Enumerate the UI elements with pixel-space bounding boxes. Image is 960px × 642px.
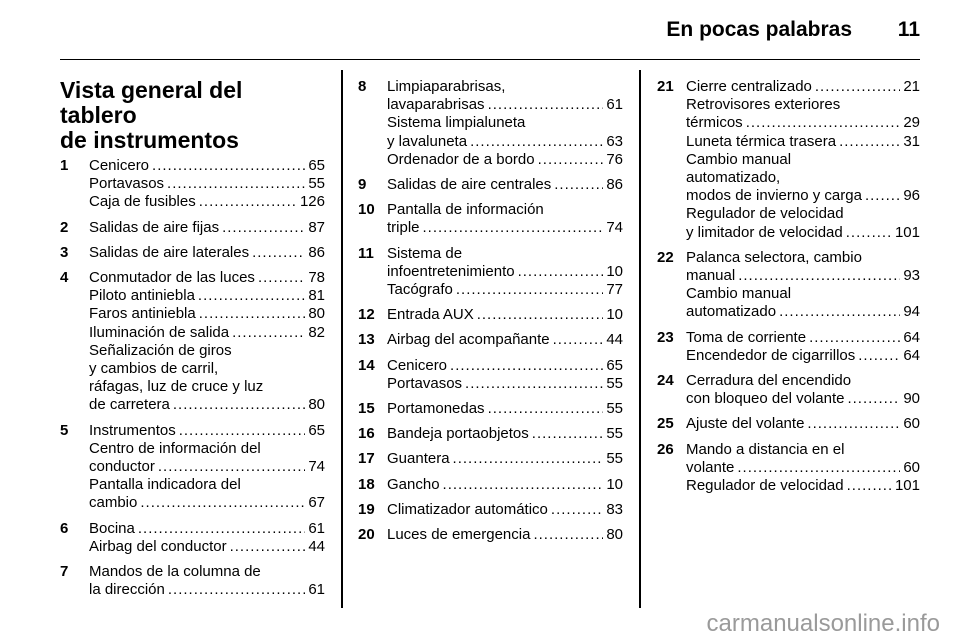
entry-text: de carretera xyxy=(89,396,170,414)
entry-text: Faros antiniebla xyxy=(89,305,196,323)
entry-text: Airbag del conductor xyxy=(89,537,227,555)
entry-line xyxy=(686,390,920,408)
entry-line xyxy=(89,440,325,458)
entry-line xyxy=(387,357,623,375)
entry-number: 11 xyxy=(358,244,374,262)
page-reference: 55 xyxy=(606,374,623,392)
entry-text: modos de invierno y carga xyxy=(686,187,862,205)
index-entry xyxy=(358,78,623,169)
entry-text: Sistema limpialuneta xyxy=(387,114,526,132)
entry-text: Regulador de velocidad xyxy=(686,477,844,495)
entry-text: Iluminación de salida xyxy=(89,323,230,341)
index-entry xyxy=(358,306,623,324)
page-reference: 101 xyxy=(894,477,920,495)
entry-line xyxy=(387,501,623,519)
dot-leader xyxy=(168,581,305,599)
page-reference: 76 xyxy=(606,150,623,168)
entry-number: 18 xyxy=(358,475,375,493)
index-entry xyxy=(358,331,623,349)
entry-text: Entrada AUX xyxy=(387,306,474,324)
entry-line xyxy=(387,425,623,443)
entry-line xyxy=(387,331,623,349)
page-reference: 55 xyxy=(606,450,623,468)
dot-leader xyxy=(737,459,900,477)
entry-text: con bloqueo del volante xyxy=(686,390,845,408)
entry-line xyxy=(89,324,325,342)
entry-number: 4 xyxy=(60,269,69,287)
entry-text: Portavasos xyxy=(387,374,463,392)
entry-number: 8 xyxy=(358,78,367,95)
dot-leader xyxy=(477,306,604,324)
page-reference: 90 xyxy=(903,390,920,408)
entry-text: Mando a distancia en el xyxy=(686,440,845,458)
index-entry xyxy=(358,400,623,418)
entry-text: la dirección xyxy=(89,581,165,599)
dot-leader xyxy=(488,400,604,418)
page-reference: 82 xyxy=(308,323,325,341)
entry-text: Airbag del acompañante xyxy=(387,331,550,349)
entry-text: infoentretenimiento xyxy=(387,262,515,280)
entry-line xyxy=(89,476,325,494)
page-reference: 77 xyxy=(606,281,623,299)
page-reference: 10 xyxy=(606,475,623,493)
entry-text: Pantalla de información xyxy=(387,201,544,219)
entry-line xyxy=(686,133,920,151)
page-reference: 80 xyxy=(308,396,325,414)
entry-line xyxy=(89,538,325,556)
dot-leader xyxy=(158,458,305,476)
page-reference: 29 xyxy=(903,114,920,132)
entry-line xyxy=(686,249,920,267)
entry-text: y lavaluneta xyxy=(387,132,468,150)
dot-leader xyxy=(746,114,901,132)
index-entry xyxy=(358,245,623,300)
entry-line xyxy=(387,96,623,114)
entry-line xyxy=(89,581,325,599)
page-reference: 74 xyxy=(606,219,623,237)
entry-text: triple xyxy=(387,219,420,237)
entry-text: Luneta térmica trasera xyxy=(686,132,837,150)
entry-line xyxy=(387,245,623,263)
dot-leader xyxy=(554,176,603,194)
entry-text: Limpiaparabrisas, xyxy=(387,78,506,95)
entry-text: y limitador de velocidad xyxy=(686,223,843,241)
page-reference: 126 xyxy=(299,193,325,211)
entry-text: Mandos de la columna de xyxy=(89,563,261,581)
index-entry xyxy=(358,450,623,468)
dot-leader xyxy=(865,187,900,205)
page-reference: 86 xyxy=(308,243,325,261)
entry-line xyxy=(89,422,325,440)
entry-line xyxy=(89,360,325,378)
entry-number: 21 xyxy=(657,78,674,95)
entry-line xyxy=(387,114,623,132)
entry-line xyxy=(387,151,623,169)
dot-leader xyxy=(199,305,306,323)
entry-text: automatizado, xyxy=(686,169,781,187)
page-reference: 64 xyxy=(903,346,920,364)
page-reference: 96 xyxy=(903,187,920,205)
entry-line xyxy=(89,157,325,175)
entry-line xyxy=(387,263,623,281)
page-reference: 55 xyxy=(606,400,623,418)
page-reference: 93 xyxy=(903,267,920,285)
entry-text: Pantalla indicadora del xyxy=(89,476,241,494)
index-entry xyxy=(657,249,920,322)
entry-line xyxy=(686,267,920,285)
entry-text: Ordenador de a bordo xyxy=(387,150,535,168)
page-reference: 81 xyxy=(308,287,325,305)
entry-text: Cenicero xyxy=(387,356,448,374)
dot-leader xyxy=(443,476,604,494)
entry-text: Conmutador de las luces xyxy=(89,269,255,287)
dot-leader xyxy=(199,193,297,211)
entry-line xyxy=(89,378,325,396)
entry-line xyxy=(686,329,920,347)
index-entry xyxy=(358,476,623,494)
entry-line xyxy=(387,450,623,468)
index-entry xyxy=(358,176,623,194)
page-reference: 44 xyxy=(606,331,623,349)
entry-line xyxy=(387,201,623,219)
entry-line xyxy=(89,494,325,512)
dot-leader xyxy=(453,450,604,468)
index-entry xyxy=(60,269,325,415)
page-reference: 21 xyxy=(903,78,920,95)
entry-number: 13 xyxy=(358,331,375,349)
index-entry xyxy=(60,520,325,556)
entry-number: 12 xyxy=(358,306,375,324)
index-entry xyxy=(657,441,920,496)
dot-leader xyxy=(807,415,900,433)
dot-leader xyxy=(846,224,892,242)
dot-leader xyxy=(179,422,306,440)
entry-text: Cierre centralizado xyxy=(686,78,812,95)
entry-line xyxy=(686,205,920,223)
page-reference: 80 xyxy=(606,526,623,544)
dot-leader xyxy=(738,267,900,285)
entry-text: Bandeja portaobjetos xyxy=(387,425,529,443)
page-reference: 78 xyxy=(308,269,325,287)
entry-number: 10 xyxy=(358,201,375,219)
page-number: 11 xyxy=(897,18,920,41)
entry-number: 19 xyxy=(358,500,375,518)
entry-text: Guantera xyxy=(387,450,450,468)
page-reference: 10 xyxy=(606,306,623,324)
index-entry xyxy=(60,563,325,599)
entry-text: volante xyxy=(686,458,735,476)
dot-leader xyxy=(815,78,900,96)
entry-text: Salidas de aire fijas xyxy=(89,218,220,236)
entry-text: Ajuste del volante xyxy=(686,415,805,433)
entry-line xyxy=(387,375,623,393)
entry-text: manual xyxy=(686,267,736,285)
entry-number: 24 xyxy=(657,372,674,390)
dot-leader xyxy=(847,477,892,495)
page-reference: 83 xyxy=(606,500,623,518)
index-entry xyxy=(60,244,325,262)
entry-line xyxy=(89,175,325,193)
dot-leader xyxy=(140,494,305,512)
page-reference: 55 xyxy=(308,175,325,193)
dot-leader xyxy=(532,425,604,443)
entry-line xyxy=(686,224,920,242)
entry-line xyxy=(686,96,920,114)
entry-text: Cambio manual xyxy=(686,150,792,168)
entry-text: Palanca selectora, cambio xyxy=(686,248,862,266)
page-reference: 61 xyxy=(308,581,325,599)
entry-text: Cerradura del encendido xyxy=(686,372,852,390)
entry-line xyxy=(387,476,623,494)
entry-line xyxy=(89,193,325,211)
entry-line xyxy=(387,133,623,151)
index-entry xyxy=(358,201,623,237)
dot-leader xyxy=(198,287,305,305)
page-reference: 86 xyxy=(606,176,623,194)
page-reference: 63 xyxy=(606,132,623,150)
entry-line xyxy=(686,347,920,365)
entry-number: 17 xyxy=(358,450,375,468)
entry-text: conductor xyxy=(89,458,155,476)
entry-number: 22 xyxy=(657,248,674,266)
entry-list xyxy=(60,157,325,599)
entry-line xyxy=(686,441,920,459)
column-1 xyxy=(60,78,325,606)
entry-line xyxy=(686,114,920,132)
index-entry xyxy=(657,415,920,433)
entry-number: 7 xyxy=(60,563,69,581)
index-entry xyxy=(358,501,623,519)
entry-text: automatizado xyxy=(686,303,777,321)
entry-line xyxy=(387,306,623,324)
entry-text: Instrumentos xyxy=(89,421,176,439)
entry-text: y cambios de carril, xyxy=(89,360,219,378)
dot-leader xyxy=(152,157,305,175)
index-entry xyxy=(657,78,920,242)
entry-line xyxy=(89,305,325,323)
entry-line xyxy=(387,219,623,237)
entry-text: lavaparabrisas xyxy=(387,96,485,114)
entry-line xyxy=(89,396,325,414)
dot-leader xyxy=(167,175,305,193)
column-divider xyxy=(341,70,343,608)
entry-line xyxy=(89,287,325,305)
column-divider xyxy=(639,70,641,608)
entry-text: Portamonedas xyxy=(387,400,485,418)
section-title-line: de instrumentos xyxy=(60,127,239,153)
entry-text: Gancho xyxy=(387,475,440,493)
entry-number: 25 xyxy=(657,415,674,433)
page-reference: 67 xyxy=(308,494,325,512)
page-reference: 10 xyxy=(606,262,623,280)
dot-leader xyxy=(809,329,900,347)
entry-list xyxy=(657,78,920,495)
dot-leader xyxy=(252,244,305,262)
entry-line xyxy=(686,169,920,187)
column-3 xyxy=(657,78,920,502)
entry-line xyxy=(686,78,920,96)
entry-text: Encendedor de cigarrillos xyxy=(686,346,856,364)
header-title: En pocas palabras xyxy=(666,18,852,41)
page-reference: 87 xyxy=(308,218,325,236)
entry-number: 26 xyxy=(657,440,674,458)
dot-leader xyxy=(551,501,603,519)
entry-text: térmicos xyxy=(686,114,743,132)
dot-leader xyxy=(488,96,604,114)
entry-line xyxy=(686,459,920,477)
page-reference: 74 xyxy=(308,458,325,476)
entry-line xyxy=(387,400,623,418)
entry-text: ráfagas, luz de cruce y luz xyxy=(89,378,264,396)
entry-line xyxy=(89,219,325,237)
page-reference: 65 xyxy=(308,157,325,174)
index-entry xyxy=(358,526,623,544)
entry-line xyxy=(686,477,920,495)
watermark: carmanualsonline.info xyxy=(706,610,940,637)
entry-line xyxy=(387,78,623,96)
page-reference: 61 xyxy=(606,96,623,114)
entry-number: 6 xyxy=(60,519,69,537)
entry-text: Climatizador automático xyxy=(387,500,548,518)
entry-text: Piloto antiniebla xyxy=(89,287,195,305)
entry-line xyxy=(686,415,920,433)
entry-text: Bocina xyxy=(89,519,135,537)
entry-text: Retrovisores exteriores xyxy=(686,96,841,114)
entry-line xyxy=(387,176,623,194)
dot-leader xyxy=(779,303,900,321)
dot-leader xyxy=(258,269,305,287)
entry-line xyxy=(686,285,920,303)
entry-number: 3 xyxy=(60,243,69,261)
column-2 xyxy=(358,78,623,551)
entry-text: Toma de corriente xyxy=(686,328,807,346)
entry-text: Salidas de aire laterales xyxy=(89,243,250,261)
page-reference: 65 xyxy=(308,421,325,439)
dot-leader xyxy=(553,331,604,349)
entry-text: Tacógrafo xyxy=(387,281,453,299)
entry-text: Centro de información del xyxy=(89,439,261,457)
entry-line xyxy=(89,269,325,287)
entry-number: 5 xyxy=(60,421,69,439)
dot-leader xyxy=(222,219,305,237)
index-entry xyxy=(358,425,623,443)
dot-leader xyxy=(173,396,305,414)
dot-leader xyxy=(232,324,305,342)
page-reference: 64 xyxy=(903,328,920,346)
page-reference: 101 xyxy=(894,223,920,241)
page-reference: 31 xyxy=(903,132,920,150)
index-entry xyxy=(657,372,920,408)
entry-number: 1 xyxy=(60,157,69,174)
entry-line xyxy=(89,342,325,360)
dot-leader xyxy=(533,526,603,544)
dot-leader xyxy=(138,520,305,538)
dot-leader xyxy=(456,281,603,299)
page-header xyxy=(60,14,920,60)
index-entry xyxy=(657,329,920,365)
index-entry xyxy=(60,422,325,513)
section-title xyxy=(60,78,325,153)
entry-number: 2 xyxy=(60,218,69,236)
entry-line xyxy=(387,526,623,544)
index-entry xyxy=(358,357,623,393)
entry-text: Caja de fusibles xyxy=(89,193,196,211)
entry-line xyxy=(686,187,920,205)
entry-text: Regulador de velocidad xyxy=(686,205,844,223)
entry-number: 23 xyxy=(657,328,674,346)
entry-text: Portavasos xyxy=(89,175,165,193)
entry-line xyxy=(89,244,325,262)
entry-line xyxy=(686,151,920,169)
page-reference: 44 xyxy=(308,537,325,555)
page-reference: 55 xyxy=(606,425,623,443)
entry-text: Señalización de giros xyxy=(89,341,232,359)
entry-list xyxy=(358,78,623,544)
entry-text: Cambio manual xyxy=(686,285,792,303)
dot-leader xyxy=(230,538,306,556)
index-entry xyxy=(60,219,325,237)
dot-leader xyxy=(858,347,900,365)
entry-number: 9 xyxy=(358,176,367,194)
entry-text: Luces de emergencia xyxy=(387,526,531,544)
entry-line xyxy=(686,303,920,321)
dot-leader xyxy=(450,357,603,375)
page-reference: 94 xyxy=(903,303,920,321)
dot-leader xyxy=(470,133,603,151)
dot-leader xyxy=(465,375,603,393)
entry-line xyxy=(387,281,623,299)
entry-line xyxy=(686,372,920,390)
page-reference: 60 xyxy=(903,458,920,476)
dot-leader xyxy=(518,263,604,281)
entry-number: 14 xyxy=(358,356,375,374)
index-entry xyxy=(60,157,325,212)
entry-text: cambio xyxy=(89,494,138,512)
dot-leader xyxy=(423,219,604,237)
entry-line xyxy=(89,563,325,581)
page-reference: 61 xyxy=(308,519,325,537)
entry-text: Cenicero xyxy=(89,157,150,174)
page-reference: 80 xyxy=(308,305,325,323)
entry-number: 16 xyxy=(358,425,375,443)
entry-text: Salidas de aire centrales xyxy=(387,176,552,194)
entry-number: 20 xyxy=(358,526,375,544)
entry-line xyxy=(89,458,325,476)
section-title-line: Vista general del tablero xyxy=(60,77,243,128)
entry-line xyxy=(89,520,325,538)
dot-leader xyxy=(847,390,900,408)
entry-text: Sistema de xyxy=(387,244,463,262)
entry-number: 15 xyxy=(358,400,375,418)
dot-leader xyxy=(538,151,604,169)
page-reference: 60 xyxy=(903,415,920,433)
dot-leader xyxy=(839,133,900,151)
page-reference: 65 xyxy=(606,356,623,374)
